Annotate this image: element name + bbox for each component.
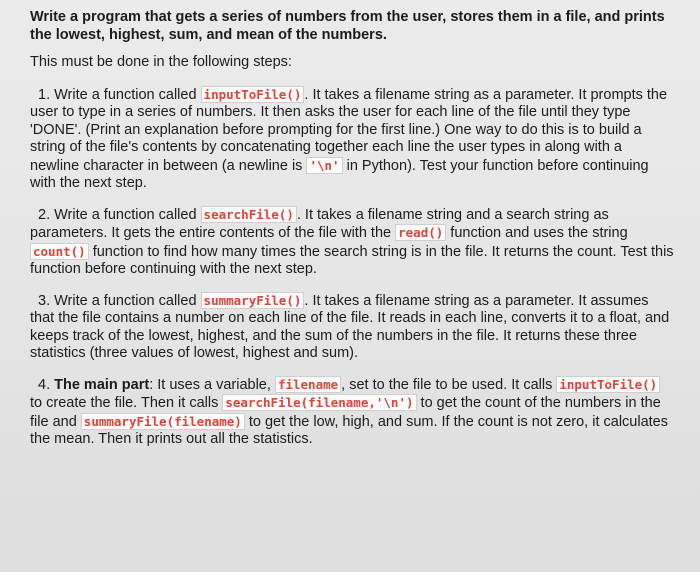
code-searchfile: searchFile() xyxy=(201,206,297,223)
step-4-text-d: to create the file. Then it calls xyxy=(30,395,223,411)
step-4 xyxy=(30,376,674,449)
step-2 xyxy=(30,206,674,279)
step-4-text-a: 4. xyxy=(38,376,55,393)
step-2-text-a: 2. Write a function called xyxy=(38,206,201,223)
code-summaryfile: summaryFile() xyxy=(201,292,305,309)
code-summaryfile-call: summaryFile(filename) xyxy=(81,413,245,430)
step-4-bold: The main part xyxy=(54,376,150,393)
code-searchfile-call: searchFile(filename,'\n') xyxy=(222,394,416,411)
intro-paragraph: Write a program that gets a series of numbers from the user, stores them in a file, and prints the lowest, highest, sum, and mean of the numbers. xyxy=(30,9,665,43)
steps-intro: This must be done in the following steps: xyxy=(30,54,292,70)
step-3-text-a: 3. Write a function called xyxy=(38,292,201,309)
step-2-text-b: . It takes a filename string and a search string as parameters. It gets the entire contents of the file with the xyxy=(30,206,609,241)
code-count: count() xyxy=(30,243,89,260)
step-1-text-b: . It takes a filename string as a parameter. It prompts the user to type in a series of numbers. It then asks the user for each line of the file until they type 'DONE'. (Print an explanation before prompting for the first line.) One way to do this is to build a string of the file's contents by concatenating together each line the user types in along with a newline character in between (a newline is xyxy=(30,86,668,174)
step-4-text-c: , set to the file to be used. It calls xyxy=(341,376,557,393)
step-4-text-e: to get the count of the numbers in the file and xyxy=(30,395,661,430)
step-3-text-b: . It takes a filename string as a parameter. It assumes that the file contains a number on each line of the file. It reads in each line, converts it to a float, and keeps track of the lowest, highest, and the sum of the numbers in the file. It returns these three statistics (three values of lowest, highest and sum). xyxy=(30,292,670,361)
step-1-text-c: in Python). Test your function before continuing with the next step. xyxy=(30,157,649,191)
step-4-text-f: to get the low, high, and sum. If the count is not zero, it calculates the mean. Then it prints out all the statistics. xyxy=(30,413,668,447)
step-1-text-a: 1. Write a function called xyxy=(38,86,201,103)
code-inputtofile-call: inputToFile() xyxy=(556,376,660,393)
step-1 xyxy=(30,86,674,193)
step-3 xyxy=(30,292,674,363)
code-read: read() xyxy=(395,224,446,241)
code-inputtofile: inputToFile() xyxy=(201,86,305,103)
step-2-text-d: function to find how many times the search string is in the file. It returns the count. Test this function before continuing with the next step. xyxy=(30,243,674,277)
step-4-text-b: : It uses a variable, xyxy=(149,376,275,393)
code-filename: filename xyxy=(275,376,341,393)
code-newline: '\n' xyxy=(306,157,342,174)
step-2-text-c: function and uses the string xyxy=(446,225,628,241)
